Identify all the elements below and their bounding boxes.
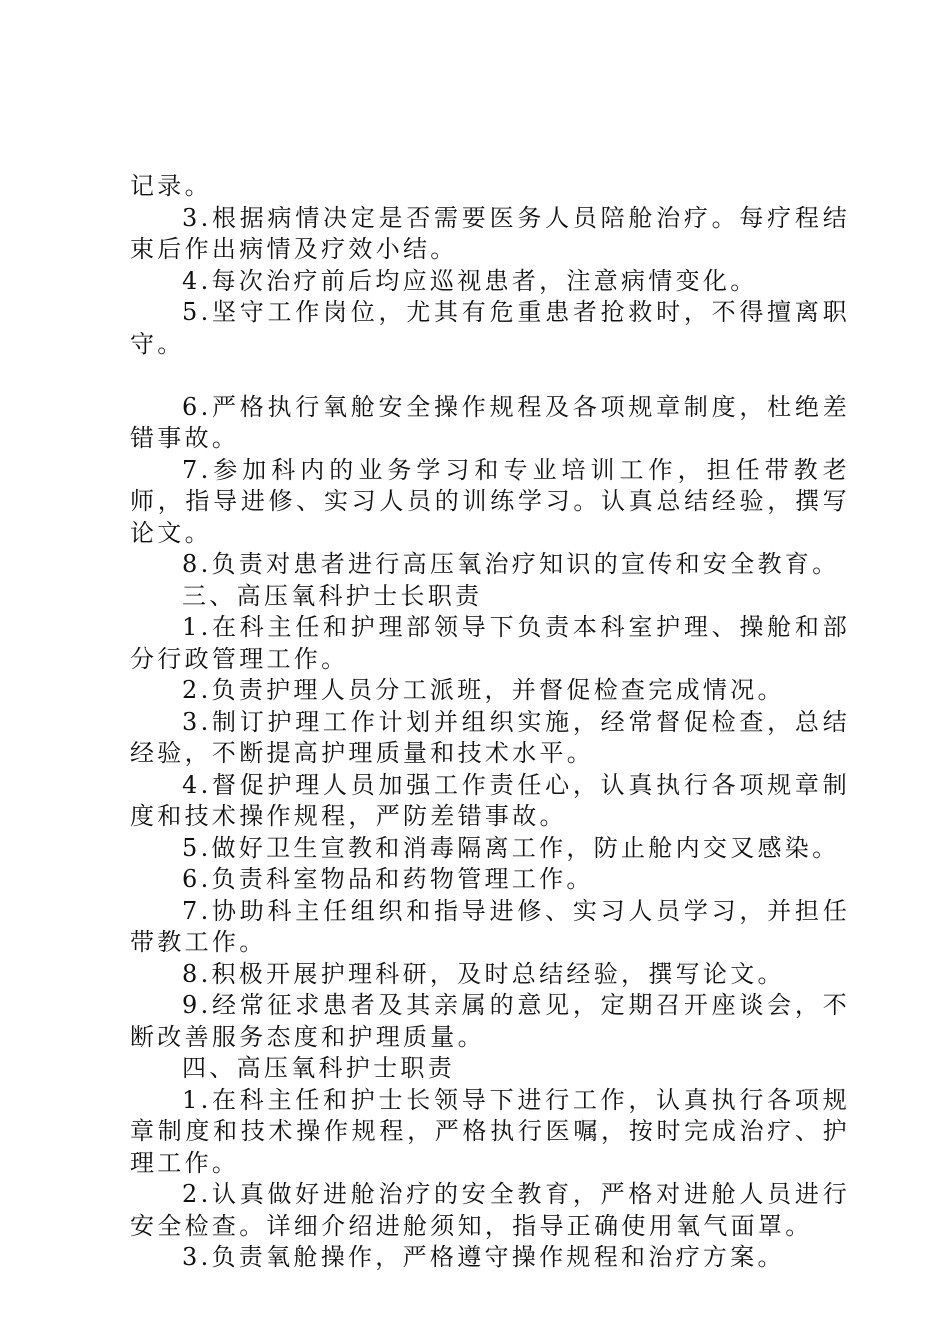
paragraph: 6.严格执行氧舱安全操作规程及各项规章制度，杜绝差错事故。 [130,392,850,452]
paragraph: 9.经常征求患者及其亲属的意见，定期召开座谈会，不断改善服务态度和护理质量。 [130,991,850,1051]
paragraph: 8.积极开展护理科研，及时总结经验，撰写论文。 [182,959,785,988]
paragraph: 3.负责氧舱操作，严格遵守操作规程和治疗方案。 [182,1243,785,1271]
paragraph: 5.做好卫生宣教和消毒隔离工作，防止舱内交叉感染。 [182,833,840,862]
paragraph: 7.参加科内的业务学习和专业培训工作，担任带教老师，指导进修、实习人员的训练学习。认真总结经验，撰写论文。 [130,455,850,547]
paragraph: 3.制订护理工作计划并组织实施，经常督促检查，总结经验，不断提高护理质量和技术水平。 [130,707,850,767]
paragraph: 7.协助科主任组织和指导进修、实习人员学习，并担任带教工作。 [130,896,850,956]
paragraph: 2.负责护理人员分工派班，并督促检查完成情况。 [182,676,785,704]
paragraph: 6.负责科室物品和药物管理工作。 [182,865,594,893]
paragraph: 4.每次治疗前后均应巡视患者，注意病情变化。 [182,266,758,295]
document-body [130,171,850,1274]
paragraph: 8.负责对患者进行高压氧治疗知识的宣传和安全教育。 [182,550,840,578]
paragraph: 5.坚守工作岗位，尤其有危重患者抢救时，不得擅离职守。 [130,298,850,358]
paragraph: 1.在科主任和护理部领导下负责本科室护理、操舱和部分行政管理工作。 [130,613,850,673]
paragraph: 1.在科主任和护士长领导下进行工作，认真执行各项规章制度和技术操作规程，严格执行医嘱，按时完成治疗、护理工作。 [130,1085,850,1177]
section-heading: 三、高压氧科护士长职责 [182,581,483,610]
paragraph: 记录。 [130,172,212,200]
paragraph: 3.根据病情决定是否需要医务人员陪舱治疗。每疗程结束后作出病情及疗效小结。 [130,203,850,263]
paragraph: 2.认真做好进舱治疗的安全教育，严格对进舱人员进行安全检查。详细介绍进舱须知，指导正确使用氧气面罩。 [130,1180,850,1240]
paragraph: 4.督促护理人员加强工作责任心，认真执行各项规章制度和技术操作规程，严防差错事故。 [130,770,850,830]
section-heading: 四、高压氧科护士职责 [182,1054,455,1082]
